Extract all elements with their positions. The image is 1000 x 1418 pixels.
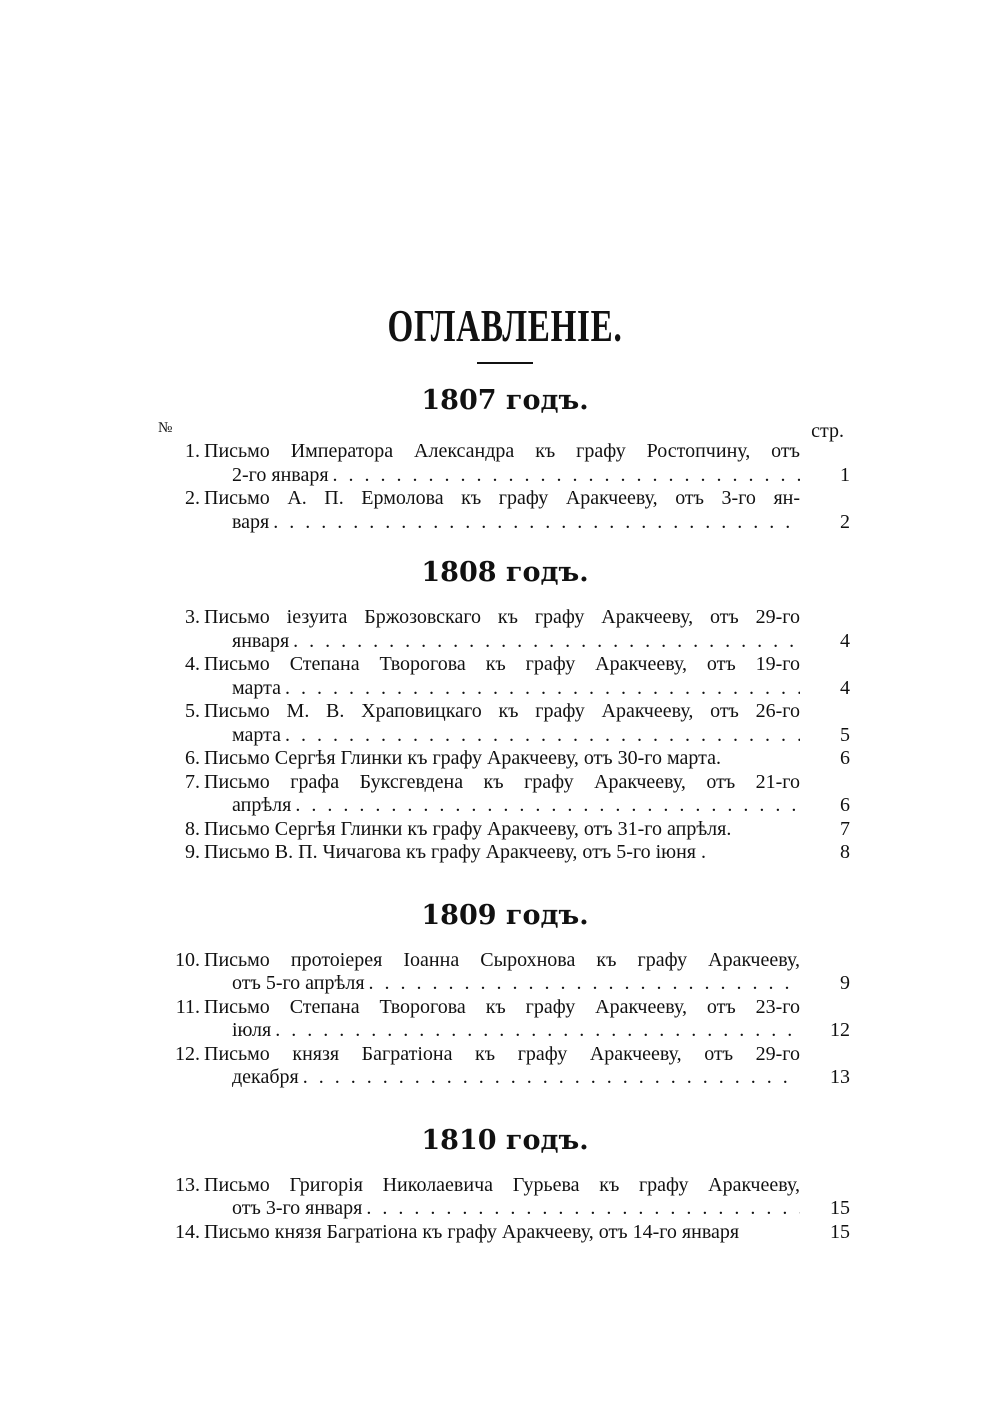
dot-leader	[366, 1197, 800, 1221]
section-spacer	[160, 590, 850, 606]
entry-text	[204, 440, 800, 487]
section-spacer	[160, 933, 850, 949]
sections	[160, 384, 850, 1244]
section-spacer	[160, 1158, 850, 1174]
section	[160, 556, 850, 865]
entry-text	[204, 1174, 800, 1221]
entry-title-line: Письмо іезуита Бржозовскаго къ графу Аракчееву, отъ 29-го	[204, 606, 800, 628]
entry-page-number: 8	[840, 841, 850, 863]
section-year-heading: 1810 годъ.	[421, 1124, 589, 1156]
entry-number: 12.	[175, 1042, 200, 1065]
entry-title-line: Письмо князя Багратіона къ графу Аракчееву, отъ 14-го января	[204, 1220, 740, 1243]
toc-entry	[160, 1174, 850, 1221]
entry-continuation-text: апрѣля	[232, 794, 292, 816]
section-year-heading: 1808 годъ.	[421, 557, 589, 588]
entry-page-number: 6	[840, 794, 850, 816]
dot-leader	[285, 677, 800, 701]
toc-entry	[160, 818, 850, 842]
dot-leader	[333, 464, 800, 488]
entry-page-number: 1	[840, 463, 850, 486]
toc-entry	[160, 1043, 850, 1090]
entry-text	[204, 653, 800, 700]
entry-title-line: Письмо протоіерея Іоанна Сырохнова къ графу Аракчееву,	[204, 948, 800, 971]
dot-leader	[295, 794, 800, 818]
entry-text	[204, 606, 800, 653]
entry-continuation-line	[204, 511, 800, 535]
toc-entry	[160, 653, 850, 700]
entry-title-line: Письмо А. П. Ермолова къ графу Аракчееву, отъ 3-го ян-	[204, 487, 800, 509]
entry-number: 3.	[185, 606, 200, 628]
entry-continuation-text: іюля	[232, 1019, 272, 1041]
entry-number: 9.	[185, 841, 200, 863]
entry-continuation-text: января	[232, 629, 290, 652]
entry-continuation-line	[204, 724, 800, 748]
entry-continuation-text: декабря	[232, 1066, 299, 1088]
entry-continuation-line	[204, 1019, 800, 1043]
entry-title-line: Письмо князя Багратіона къ графу Аракчееву, отъ 29-го	[204, 1042, 800, 1065]
dot-leader	[273, 511, 800, 535]
dot-leader	[293, 630, 800, 654]
toc-entry	[160, 771, 850, 818]
entry-text	[204, 841, 800, 865]
entry-continuation-line	[204, 464, 800, 488]
toc-entry	[160, 996, 850, 1043]
entry-page-number: 12	[830, 1019, 850, 1041]
entry-number: 5.	[185, 700, 200, 722]
entry-title-line: Письмо Степана Творогова къ графу Аракчееву, отъ 19-го	[204, 653, 800, 675]
entry-continuation-text: отъ 5-го апрѣля	[232, 972, 365, 994]
entry-number: 7.	[185, 770, 200, 793]
entry-page-number: 15	[830, 1220, 850, 1243]
entry-page-number: 15	[830, 1197, 850, 1219]
dot-leader	[275, 1019, 800, 1043]
entry-number: 6.	[185, 747, 200, 769]
toc-entry	[160, 841, 850, 865]
entry-title-line: Письмо Сергѣя Глинки къ графу Аракчееву, отъ 30-го марта.	[204, 747, 721, 769]
toc-entry	[160, 949, 850, 996]
entry-page-number: 2	[840, 510, 850, 533]
entry-page-number: 5	[840, 723, 850, 746]
column-headers	[160, 420, 850, 440]
entry-text	[204, 1221, 800, 1245]
toc-entry	[160, 747, 850, 771]
entry-continuation-text: 2-го января	[232, 463, 329, 486]
entry-number: 10.	[175, 948, 200, 971]
entry-title-line: Письмо В. П. Чичагова къ графу Аракчееву, отъ 5-го іюня .	[204, 841, 706, 863]
section	[160, 384, 850, 534]
page-title: ОГЛАВЛЕНІЕ.	[387, 300, 623, 351]
entry-continuation-text: отъ 3-го января	[232, 1197, 363, 1219]
toc-entry	[160, 440, 850, 487]
entry-number: 14.	[175, 1220, 200, 1243]
table-of-contents	[160, 300, 850, 1244]
entry-page-number: 6	[840, 747, 850, 769]
entry-text	[204, 747, 800, 771]
dot-leader	[285, 724, 800, 748]
section	[160, 1124, 850, 1245]
entry-continuation-text: марта	[232, 723, 281, 746]
entry-number: 11.	[175, 995, 200, 1018]
entry-number: 13.	[175, 1173, 200, 1196]
section-year-heading: 1809 годъ.	[421, 899, 589, 931]
entry-page-number: 7	[840, 817, 850, 840]
toc-entry	[160, 487, 850, 534]
entry-continuation-line	[204, 972, 800, 996]
dot-leader	[369, 972, 800, 996]
section	[160, 899, 850, 1090]
entry-text	[204, 1043, 800, 1090]
entry-continuation-line	[204, 1197, 800, 1221]
dot-leader	[303, 1066, 800, 1090]
number-column-header: №	[158, 420, 173, 436]
entry-number: 1.	[185, 440, 200, 462]
entry-continuation-text: марта	[232, 676, 281, 699]
entry-title-line: Письмо Сергѣя Глинки къ графу Аракчееву, отъ 31-го апрѣля.	[204, 817, 732, 840]
section-year-heading: 1807 годъ.	[421, 385, 589, 416]
entry-number: 2.	[185, 487, 200, 509]
entry-page-number: 4	[840, 629, 850, 652]
entry-continuation-line	[204, 1066, 800, 1090]
entry-text	[204, 818, 800, 842]
entry-page-number: 9	[840, 972, 850, 994]
title-rule	[477, 362, 533, 364]
toc-entry	[160, 606, 850, 653]
entry-text	[204, 487, 800, 534]
entry-number: 4.	[185, 653, 200, 675]
entry-text	[204, 700, 800, 747]
toc-entry	[160, 1221, 850, 1245]
entry-continuation-line	[204, 677, 800, 701]
entry-text	[204, 996, 800, 1043]
entry-page-number: 4	[840, 676, 850, 699]
entry-page-number: 13	[830, 1066, 850, 1088]
entry-text	[204, 949, 800, 996]
page-column-header: стр.	[811, 420, 844, 442]
entry-continuation-text: варя	[232, 510, 270, 533]
entry-title-line: Письмо Григорія Николаевича Гурьева къ графу Аракчееву,	[204, 1173, 800, 1196]
title-wrap	[160, 300, 850, 364]
entry-title-line: Письмо М. В. Храповицкаго къ графу Аракчееву, отъ 26-го	[204, 700, 800, 722]
toc-entry	[160, 700, 850, 747]
entry-number: 8.	[185, 817, 200, 840]
entry-title-line: Письмо Степана Творогова къ графу Аракчееву, отъ 23-го	[204, 995, 800, 1018]
entry-continuation-line	[204, 630, 800, 654]
entry-text	[204, 771, 800, 818]
entry-title-line: Письмо Императора Александра къ графу Ростопчину, отъ	[204, 440, 800, 462]
entry-continuation-line	[204, 794, 800, 818]
entry-title-line: Письмо графа Буксгевдена къ графу Аракчееву, отъ 21-го	[204, 770, 800, 793]
